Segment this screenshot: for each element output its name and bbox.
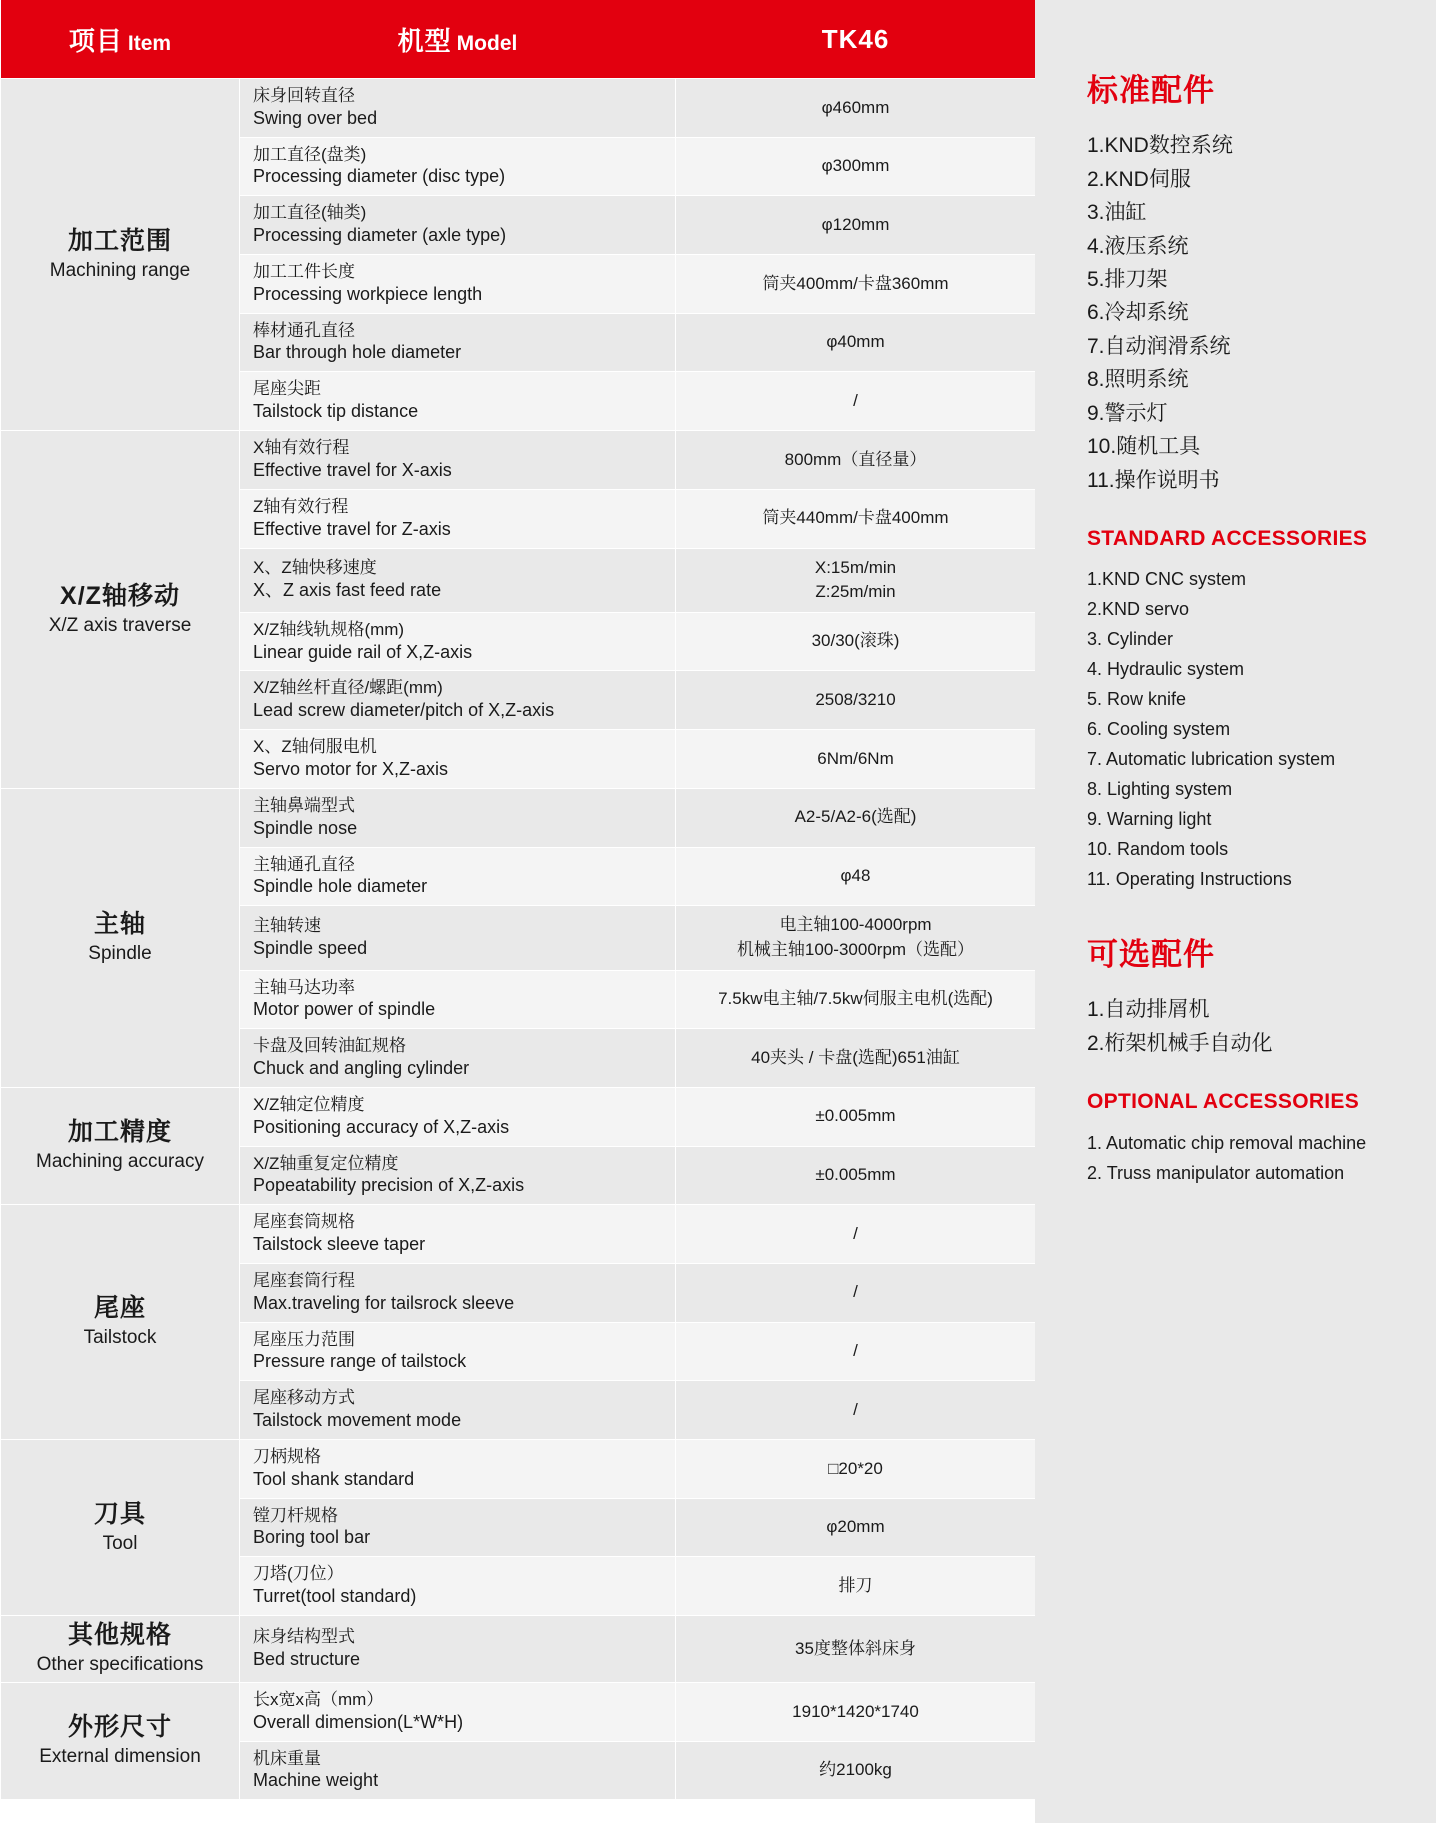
spec-item-label-cn: X、Z轴伺服电机 <box>253 737 377 757</box>
header-model-en: Model <box>456 31 518 55</box>
table-row <box>1 1205 1036 1264</box>
spec-value-line: / <box>853 1282 858 1302</box>
spec-item-label-cn: X/Z轴定位精度 <box>253 1094 365 1114</box>
table-row <box>1 1616 1036 1683</box>
spec-group-label-en: Spindle <box>88 943 152 965</box>
spec-group-cell <box>1 79 240 431</box>
spec-value-line: φ120mm <box>821 214 890 234</box>
spec-value-line: / <box>853 390 858 410</box>
table-header <box>1 0 1036 79</box>
accessory-list-item: 2. Truss manipulator automation <box>1087 1162 1345 1183</box>
spec-item-cell <box>240 1263 676 1322</box>
spec-group-cell <box>1 1683 240 1800</box>
spec-value-cell <box>676 1498 1036 1557</box>
spec-group-cell <box>1 1205 240 1440</box>
spec-value-line: A2-5/A2-6(选配) <box>794 807 917 827</box>
header-item <box>1 0 240 79</box>
header-item-en: Item <box>127 31 172 55</box>
spec-value-line: 机械主轴100-3000rpm（选配） <box>736 939 975 959</box>
spec-group-cell <box>1 788 240 1087</box>
spec-group-label-cn: 加工精度 <box>67 1118 172 1147</box>
spec-item-label-cn: 镗刀杆规格 <box>253 1505 338 1525</box>
accessory-list-item: 7.自动润滑系统 <box>1087 334 1231 358</box>
spec-value-cell <box>676 1381 1036 1440</box>
spec-item-cell <box>240 1205 676 1264</box>
table-row <box>1 788 1036 847</box>
spec-item-label-cn: 尾座尖距 <box>253 379 321 399</box>
spec-item-label-cn: 尾座套筒行程 <box>253 1270 355 1290</box>
spec-item-label-en: Tailstock movement mode <box>253 1410 462 1431</box>
spec-value-cell <box>676 372 1036 431</box>
spec-group-label-cn: 外形尺寸 <box>67 1713 172 1742</box>
accessory-list-item: 2.KND伺服 <box>1087 167 1191 191</box>
accessory-list-item: 4. Hydraulic system <box>1087 659 1245 680</box>
table-row <box>1 1440 1036 1499</box>
spec-item-cell <box>240 1322 676 1381</box>
spec-value-cell <box>676 847 1036 906</box>
optional-accessories-list-en <box>1087 1130 1406 1187</box>
spec-item-cell <box>240 196 676 255</box>
accessory-list-item: 1. Automatic chip removal machine <box>1087 1132 1367 1153</box>
spec-item-label-en: Turret(tool standard) <box>253 1586 417 1607</box>
accessory-list-item: 3. Cylinder <box>1087 629 1174 650</box>
panel-divider <box>1087 896 1406 936</box>
spec-item-label-en: Processing diameter (disc type) <box>253 166 506 187</box>
accessory-list-item: 1.自动排屑机 <box>1087 998 1210 1022</box>
spec-item-cell <box>240 970 676 1029</box>
spec-group-label-cn: 其他规格 <box>67 1621 172 1650</box>
spec-item-label-en: X、Z axis fast feed rate <box>253 580 442 601</box>
spec-value-line: φ20mm <box>826 1517 885 1537</box>
spec-group-label-cn: 主轴 <box>93 909 146 938</box>
spec-item-cell <box>240 1498 676 1557</box>
spec-item-label-en: Spindle nose <box>253 817 358 838</box>
header-model <box>240 0 676 79</box>
spec-value-line: ±0.005mm <box>815 1106 896 1126</box>
spec-value-line: 约2100kg <box>819 1760 892 1780</box>
standard-accessories-list-cn <box>1087 131 1406 496</box>
spec-item-label-cn: 尾座移动方式 <box>253 1388 355 1408</box>
spec-value-line: φ48 <box>840 866 871 886</box>
spec-group-label-en: Machining range <box>49 259 191 281</box>
spec-item-label-en: Overall dimension(L*W*H) <box>253 1711 464 1732</box>
spec-item-label-cn: 机床重量 <box>253 1748 321 1768</box>
spec-item-label-cn: 尾座压力范围 <box>253 1329 355 1349</box>
table-row <box>1 1087 1036 1146</box>
spec-item-label-cn: 长x宽x高（mm） <box>253 1690 384 1709</box>
accessory-list-item: 5. Row knife <box>1087 689 1187 710</box>
table-row <box>1 79 1036 138</box>
spec-item-cell <box>240 1557 676 1616</box>
accessory-list-item: 7. Automatic lubrication system <box>1087 749 1336 770</box>
spec-group-label-en: X/Z axis traverse <box>48 614 192 636</box>
spec-value-line: / <box>853 1223 858 1243</box>
spec-value-cell <box>676 255 1036 314</box>
table-row <box>1 1683 1036 1742</box>
spec-item-cell <box>240 671 676 730</box>
spec-value-cell <box>676 970 1036 1029</box>
spec-value-cell <box>676 548 1036 612</box>
spec-value-line: X:15m/min <box>814 557 897 577</box>
spec-item-cell <box>240 730 676 789</box>
spec-value-cell <box>676 730 1036 789</box>
spec-item-label-cn: 加工直径(轴类) <box>253 203 367 223</box>
spec-group-label-en: External dimension <box>39 1746 201 1768</box>
spec-item-cell <box>240 788 676 847</box>
spec-value-cell <box>676 906 1036 970</box>
spec-group-label-cn: 刀具 <box>93 1499 146 1528</box>
spec-value-cell <box>676 1263 1036 1322</box>
spec-item-cell <box>240 548 676 612</box>
spec-value-line: 排刀 <box>838 1575 873 1595</box>
accessory-list-item: 5.排刀架 <box>1087 267 1168 291</box>
header-item-cn: 项目 <box>68 25 123 56</box>
accessory-list-item: 9. Warning light <box>1087 809 1212 830</box>
spec-group-label-cn: 加工范围 <box>67 226 172 255</box>
accessory-list-item: 1.KND CNC system <box>1087 569 1247 590</box>
spec-item-cell <box>240 1381 676 1440</box>
spec-item-cell <box>240 1616 676 1683</box>
header-model-cn: 机型 <box>397 25 452 56</box>
spec-value-cell <box>676 137 1036 196</box>
spec-item-label-en: Spindle speed <box>253 937 368 958</box>
spec-group-cell <box>1 431 240 789</box>
accessory-list-item: 8. Lighting system <box>1087 779 1233 800</box>
spec-item-label-en: Processing workpiece length <box>253 283 483 304</box>
accessory-list-item: 3.油缸 <box>1087 201 1147 225</box>
spec-value-line: 7.5kw电主轴/7.5kw伺服主电机(选配) <box>718 989 993 1009</box>
standard-accessories-title-en: STANDARD ACCESSORIES <box>1087 527 1368 550</box>
spec-value-cell <box>676 1322 1036 1381</box>
spec-value-line: 40夹头 / 卡盘(选配)651油缸 <box>751 1047 960 1067</box>
spec-item-label-cn: X、Z轴快移速度 <box>253 558 377 578</box>
spec-value-line: φ300mm <box>821 156 890 176</box>
spec-group-label-en: Tailstock <box>83 1327 157 1349</box>
spec-item-label-en: Motor power of spindle <box>253 999 436 1020</box>
spec-value-cell <box>676 612 1036 671</box>
spec-item-label-en: Tool shank standard <box>253 1468 415 1489</box>
accessory-list-item: 6.冷却系统 <box>1087 301 1189 325</box>
standard-accessories-list-en <box>1087 566 1406 893</box>
spec-item-label-cn: X/Z轴重复定位精度 <box>253 1153 399 1173</box>
spec-value-cell <box>676 489 1036 548</box>
table-row <box>1 431 1036 490</box>
spec-value-line: 800mm（直径量） <box>784 449 927 469</box>
spec-item-label-en: Bar through hole diameter <box>253 342 462 363</box>
spec-item-label-cn: 床身回转直径 <box>253 86 355 105</box>
spec-item-cell <box>240 1683 676 1742</box>
spec-value-cell <box>676 1557 1036 1616</box>
spec-group-label-en: Tool <box>102 1532 138 1554</box>
spec-group-cell <box>1 1087 240 1204</box>
spec-value-cell <box>676 1087 1036 1146</box>
spec-item-label-cn: 主轴鼻端型式 <box>253 795 355 815</box>
spec-value-cell <box>676 1741 1036 1800</box>
spec-item-cell <box>240 847 676 906</box>
optional-accessories-title-cn: 可选配件 <box>1087 937 1215 973</box>
spec-value-line: ±0.005mm <box>815 1165 896 1185</box>
spec-group-label-en: Other specifications <box>36 1654 204 1676</box>
spec-value-line: 2508/3210 <box>815 689 896 709</box>
spec-value-cell <box>676 1616 1036 1683</box>
spec-item-label-cn: X/Z轴丝杆直径/螺距(mm) <box>253 678 443 698</box>
spec-value-cell <box>676 1683 1036 1742</box>
spec-item-cell <box>240 1440 676 1499</box>
accessory-list-item: 8.照明系统 <box>1087 368 1189 392</box>
spec-item-cell <box>240 612 676 671</box>
spec-item-cell <box>240 1087 676 1146</box>
spec-item-cell <box>240 906 676 970</box>
spec-item-label-cn: 加工工件长度 <box>253 262 355 282</box>
spec-value-line: φ460mm <box>821 97 890 117</box>
spec-item-label-en: Bed structure <box>253 1648 361 1669</box>
spec-item-label-cn: X/Z轴线轨规格(mm) <box>253 619 405 639</box>
spec-value-line: φ40mm <box>826 332 885 352</box>
spec-group-cell <box>1 1440 240 1616</box>
spec-value-cell <box>676 1029 1036 1088</box>
accessories-panel <box>1035 0 1436 1823</box>
header-model-value: TK46 <box>676 0 1036 79</box>
spec-item-label-en: Spindle hole diameter <box>253 876 428 897</box>
spec-value-cell <box>676 671 1036 730</box>
accessory-list-item: 10.随机工具 <box>1087 435 1201 459</box>
spec-item-label-cn: 尾座套筒规格 <box>253 1212 355 1232</box>
spec-group-label-en: Machining accuracy <box>36 1151 204 1173</box>
spec-item-label-en: Linear guide rail of X,Z-axis <box>253 641 473 662</box>
accessory-list-item: 11. Operating Instructions <box>1087 869 1292 890</box>
table-body <box>1 79 1036 1800</box>
spec-item-label-cn: Z轴有效行程 <box>253 496 349 516</box>
spec-item-label-cn: 床身结构型式 <box>253 1627 355 1647</box>
spec-value-cell <box>676 313 1036 372</box>
spec-item-label-en: Popeatability precision of X,Z-axis <box>253 1175 525 1196</box>
accessory-list-item: 11.操作说明书 <box>1087 468 1220 492</box>
spec-item-cell <box>240 79 676 138</box>
accessory-list-item: 2.KND servo <box>1087 599 1190 620</box>
spec-item-label-en: Swing over bed <box>253 107 378 128</box>
spec-value-line: 35度整体斜床身 <box>795 1638 916 1658</box>
spec-item-cell <box>240 431 676 490</box>
spec-value-line: 30/30(滚珠) <box>811 631 900 651</box>
spec-value-line: / <box>853 1341 858 1361</box>
spec-item-cell <box>240 137 676 196</box>
spec-group-label-cn: X/Z轴移动 <box>60 581 180 610</box>
spec-item-cell <box>240 313 676 372</box>
accessory-list-item: 4.液压系统 <box>1087 234 1189 258</box>
spec-item-label-cn: 主轴马达功率 <box>253 977 355 997</box>
spec-item-label-en: Tailstock tip distance <box>253 401 419 422</box>
spec-item-label-en: Effective travel for X-axis <box>253 459 452 480</box>
spec-value-line: / <box>853 1399 858 1419</box>
spec-item-label-cn: 刀柄规格 <box>253 1447 321 1466</box>
spec-item-cell <box>240 1029 676 1088</box>
spec-group-label-cn: 尾座 <box>93 1294 146 1323</box>
spec-value-cell <box>676 431 1036 490</box>
spec-item-label-en: Tailstock sleeve taper <box>253 1233 426 1254</box>
spec-item-cell <box>240 255 676 314</box>
table-header-row <box>1 0 1036 79</box>
accessory-list-item: 6. Cooling system <box>1087 719 1231 740</box>
standard-accessories-title-cn: 标准配件 <box>1087 73 1215 108</box>
spec-item-cell <box>240 1741 676 1800</box>
accessory-list-item: 2.桁架机械手自动化 <box>1087 1031 1273 1055</box>
spec-item-label-en: Machine weight <box>253 1770 379 1791</box>
spec-value-line: 筒夹400mm/卡盘360mm <box>762 273 949 293</box>
spec-value-line: □20*20 <box>828 1458 883 1478</box>
spec-value-cell <box>676 1146 1036 1205</box>
spec-value-cell <box>676 196 1036 255</box>
spec-value-cell <box>676 79 1036 138</box>
spec-item-cell <box>240 372 676 431</box>
accessory-list-item: 1.KND数控系统 <box>1087 134 1233 158</box>
spec-value-cell <box>676 788 1036 847</box>
spec-value-line: 电主轴100-4000rpm <box>779 915 932 935</box>
spec-item-label-en: Max.traveling for tailsrock sleeve <box>253 1292 515 1313</box>
spec-item-label-cn: X轴有效行程 <box>253 438 350 458</box>
spec-item-label-en: Processing diameter (axle type) <box>253 225 507 246</box>
spec-item-label-cn: 主轴通孔直径 <box>253 854 355 874</box>
spec-value-line: 筒夹440mm/卡盘400mm <box>762 508 949 528</box>
accessory-list-item: 9.警示灯 <box>1087 401 1168 425</box>
spec-item-label-en: Lead screw diameter/pitch of X,Z-axis <box>253 700 555 721</box>
spec-item-label-en: Positioning accuracy of X,Z-axis <box>253 1116 510 1137</box>
spec-value-line: Z:25m/min <box>815 582 896 602</box>
spec-item-label-en: Pressure range of tailstock <box>253 1351 467 1372</box>
spec-item-cell <box>240 1146 676 1205</box>
spec-item-label-cn: 卡盘及回转油缸规格 <box>253 1036 406 1056</box>
spec-item-label-en: Chuck and angling cylinder <box>253 1057 470 1078</box>
spec-item-label-cn: 棒材通孔直径 <box>253 320 355 340</box>
optional-accessories-title-en: OPTIONAL ACCESSORIES <box>1087 1090 1360 1114</box>
spec-item-label-en: Servo motor for X,Z-axis <box>253 758 449 779</box>
spec-item-label-en: Boring tool bar <box>253 1527 371 1548</box>
spec-value-line: 6Nm/6Nm <box>817 748 894 768</box>
spec-item-label-en: Effective travel for Z-axis <box>253 518 451 539</box>
optional-accessories-list-cn <box>1087 995 1406 1059</box>
spec-value-line: 1910*1420*1740 <box>792 1701 919 1721</box>
spec-item-label-cn: 刀塔(刀位） <box>253 1564 344 1584</box>
spec-item-cell <box>240 489 676 548</box>
spec-value-cell <box>676 1205 1036 1264</box>
accessory-list-item: 10. Random tools <box>1087 839 1229 860</box>
spec-item-label-cn: 加工直径(盘类) <box>253 144 367 164</box>
spec-item-label-cn: 主轴转速 <box>253 916 321 936</box>
spec-group-cell <box>1 1616 240 1683</box>
spec-value-cell <box>676 1440 1036 1499</box>
